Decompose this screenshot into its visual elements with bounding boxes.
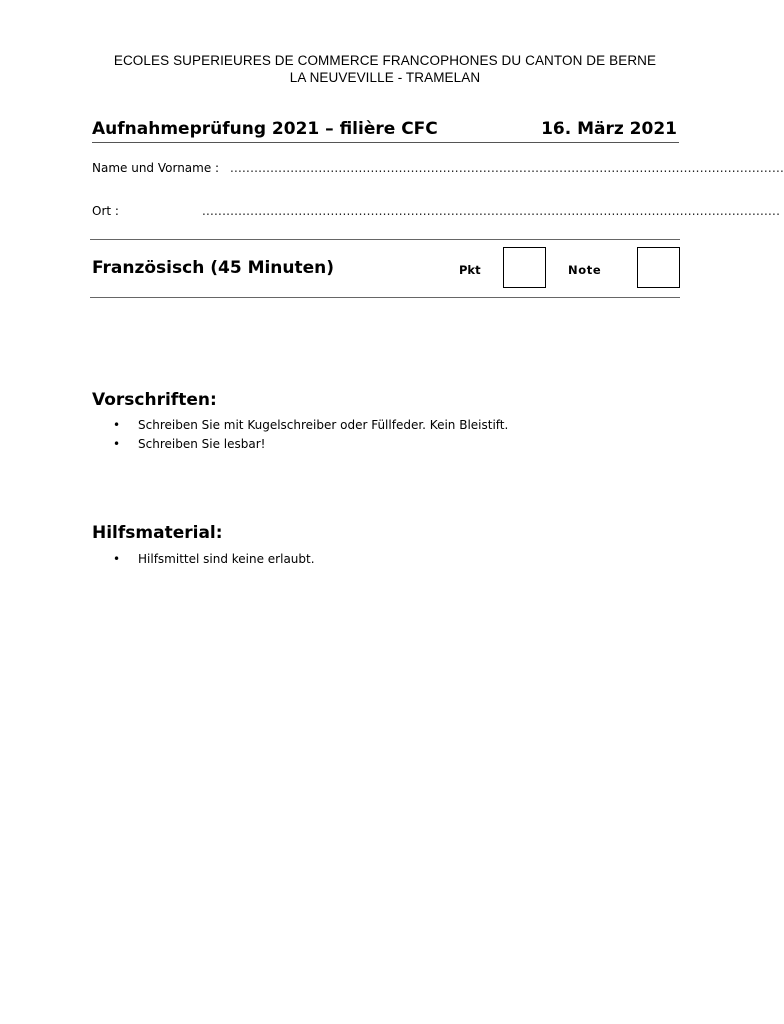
aids-title: Hilfsmaterial: bbox=[92, 523, 223, 543]
list-item bbox=[113, 550, 315, 569]
exam-title-row bbox=[92, 119, 679, 143]
name-label: Name und Vorname : bbox=[92, 161, 220, 175]
rule-text: Schreiben Sie lesbar! bbox=[138, 437, 266, 451]
note-box[interactable] bbox=[637, 247, 680, 288]
list-item bbox=[113, 435, 508, 454]
pkt-box[interactable] bbox=[503, 247, 546, 288]
aid-text: Hilfsmittel sind keine erlaubt. bbox=[138, 552, 315, 566]
subject-title: Französisch (45 Minuten) bbox=[92, 258, 335, 278]
divider-bottom bbox=[90, 297, 680, 298]
ort-dotted-line[interactable]: ................................................................................................................................................ bbox=[202, 204, 781, 218]
exam-title: Aufnahmeprüfung 2021 – filière CFC bbox=[92, 119, 438, 139]
aids-list bbox=[113, 550, 315, 569]
school-locations: LA NEUVEVILLE - TRAMELAN bbox=[289, 70, 481, 85]
ort-label: Ort : bbox=[92, 204, 119, 218]
pkt-label: Pkt bbox=[459, 263, 481, 277]
school-name: ECOLES SUPERIEURES DE COMMERCE FRANCOPHONES DU CANTON DE BERNE bbox=[113, 53, 657, 68]
divider-top bbox=[90, 239, 680, 240]
rules-title: Vorschriften: bbox=[92, 390, 217, 410]
exam-date: 16. März 2021 bbox=[541, 119, 677, 139]
rule-text: Schreiben Sie mit Kugelschreiber oder Füllfeder. Kein Bleistift. bbox=[138, 418, 509, 432]
name-field[interactable] bbox=[92, 161, 784, 177]
rules-list bbox=[113, 416, 508, 454]
ort-field[interactable] bbox=[92, 204, 781, 220]
note-label: Note bbox=[568, 263, 602, 277]
name-dotted-line[interactable]: .......................................................................................................................................... bbox=[230, 161, 784, 175]
bullet-icon: • bbox=[113, 418, 121, 432]
bullet-icon: • bbox=[113, 552, 121, 566]
bullet-icon: • bbox=[113, 437, 121, 451]
school-header bbox=[0, 52, 770, 86]
list-item bbox=[113, 416, 508, 435]
